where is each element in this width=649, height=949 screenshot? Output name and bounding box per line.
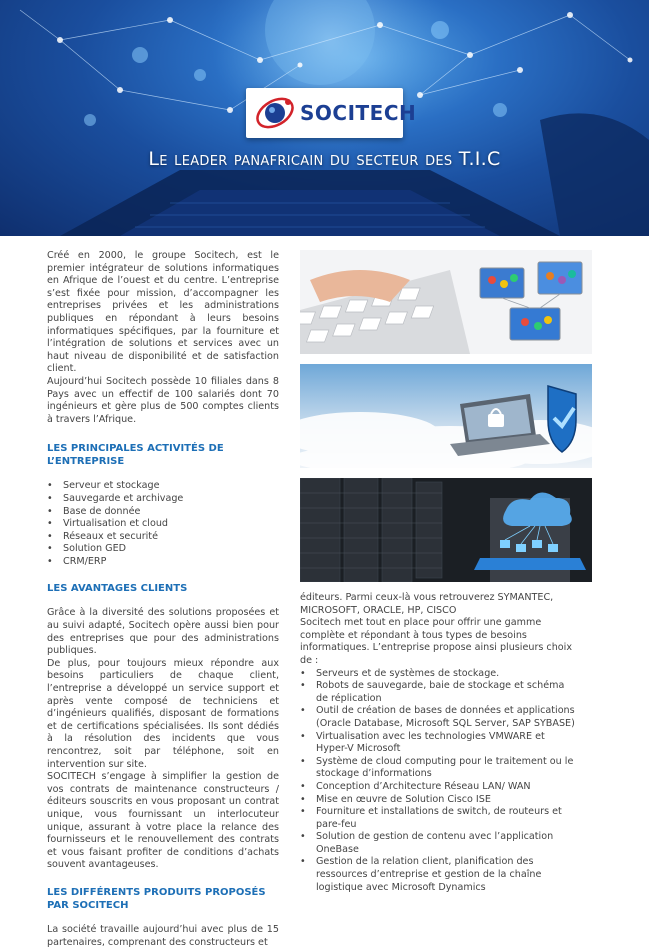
activities-heading: LES PRINCIPALES ACTIVITÉS DE L’ENTREPRISE [47, 443, 224, 468]
server-cloud-image [300, 478, 592, 582]
list-item: • CRM/ERP [47, 556, 279, 569]
page-title: Le leader panafricain du secteur des T.I.C [148, 148, 501, 170]
list-item: • Outil de création de bases de données et applications (Oracle Database, Microsoft SQL Server, SAP SYBASE) [300, 705, 576, 730]
list-item: • Solution GED [47, 543, 279, 556]
list-item: • Serveurs et de systèmes de stockage. [300, 668, 576, 681]
left-column [47, 250, 279, 949]
activities-list [47, 480, 279, 568]
list-item: • Virtualisation avec les technologies VMWARE et Hyper-V Microsoft [300, 731, 576, 756]
list-item: • Mise en œuvre de Solution Cisco ISE [300, 794, 576, 807]
list-item: • Conception d’Architecture Réseau LAN/ WAN [300, 781, 576, 794]
list-item: • Virtualisation et cloud [47, 518, 279, 531]
list-item: • Gestion de la relation client, planification des ressources d’entreprise et gestion de la chaîne logistique avec Microsoft Dynamics [300, 856, 576, 894]
list-item: • Serveur et stockage [47, 480, 279, 493]
list-item: • Système de cloud computing pour le traitement ou le stockage d’informations [300, 756, 576, 781]
list-item: • Réseaux et securité [47, 531, 279, 544]
brand-name: SOCITECH [300, 101, 417, 125]
advantages-paragraph: SOCITECH s’engage à simplifier la gestion de vos contrats de maintenance constructeurs / éditeurs souscrits en vous proposant un contrat unique, vous fournissant un interlocuteur unique, assurant à votre place la relance des fournisseurs et le renouvellement des contrats et vous faisant profiter de conditions d’achats souvent avantageuses. [47, 771, 279, 871]
products-intro-right: éditeurs. Parmi ceux-là vous retrouverez SYMANTEC, MICROSOFT, ORACLE, HP, CISCO [300, 592, 554, 616]
socitech-globe-icon [250, 88, 300, 138]
products-list [300, 668, 576, 895]
products-heading: LES DIFFÉRENTS PRODUITS PROPOSÉS PAR SOCITECH [47, 886, 266, 911]
list-item: • Robots de sauvegarde, baie de stockage et schéma de réplication [300, 680, 576, 705]
list-item: • Solution de gestion de contenu avec l’application OneBase [300, 831, 576, 856]
cloud-security-image [300, 364, 592, 468]
intro-paragraph: Aujourd’hui Socitech possède 10 filiales dans 8 Pays avec un effectif de 100 salariés dont 70 ingénieurs et gère plus de 500 comptes clients à travers l’Afrique. [47, 375, 279, 425]
hero-banner [0, 0, 649, 236]
list-item: • Base de donnée [47, 506, 279, 519]
intro-paragraph: Créé en 2000, le groupe Socitech, est le premier intégrateur de solutions informatiques en Afrique de l’ouest et du centre. L’entreprise s’est fixée pour mission, d’accompagner les entreprises privées et les administrations publiques en répondant à leurs besoins informatiques spécifiques, par la fourniture et l’intégration de solutions et services avec un haut niveau de disponibilité et de satisfaction client. [47, 250, 279, 375]
right-column [300, 592, 576, 894]
products-offer: Socitech met tout en place pour offrir une gamme complète et répondant à tous types de besoins informatiques. L’entreprise propose ainsi plusieurs choix de : [300, 617, 572, 666]
advantages-paragraph: Grâce à la diversité des solutions proposées et au suivi adapté, Socitech opère aussi bien pour des entreprises que pour des administrations publiques. [47, 607, 279, 657]
keyboard-devices-image [300, 250, 592, 354]
advantages-paragraph: De plus, pour toujours mieux répondre aux besoins particuliers de chaque client, l’entreprise a développé un service support et après vente composé de techniciens et d’ingénieurs qualifiés, disposant de formations et de certifications spécialisées. Ils sont dédiés à la résolution des incidents que vous rencontrez, soit par téléphone, soit en intervention sur site. [47, 657, 279, 770]
list-item: • Fourniture et installations de switch, de routeurs et pare-feu [300, 806, 576, 831]
socitech-logo [246, 88, 417, 138]
products-intro-left: La société travaille aujourd’hui avec plus de 15 partenaires, comprenant des constructeurs et [47, 923, 279, 948]
advantages-heading: LES AVANTAGES CLIENTS [47, 583, 188, 595]
list-item: • Sauvegarde et archivage [47, 493, 279, 506]
